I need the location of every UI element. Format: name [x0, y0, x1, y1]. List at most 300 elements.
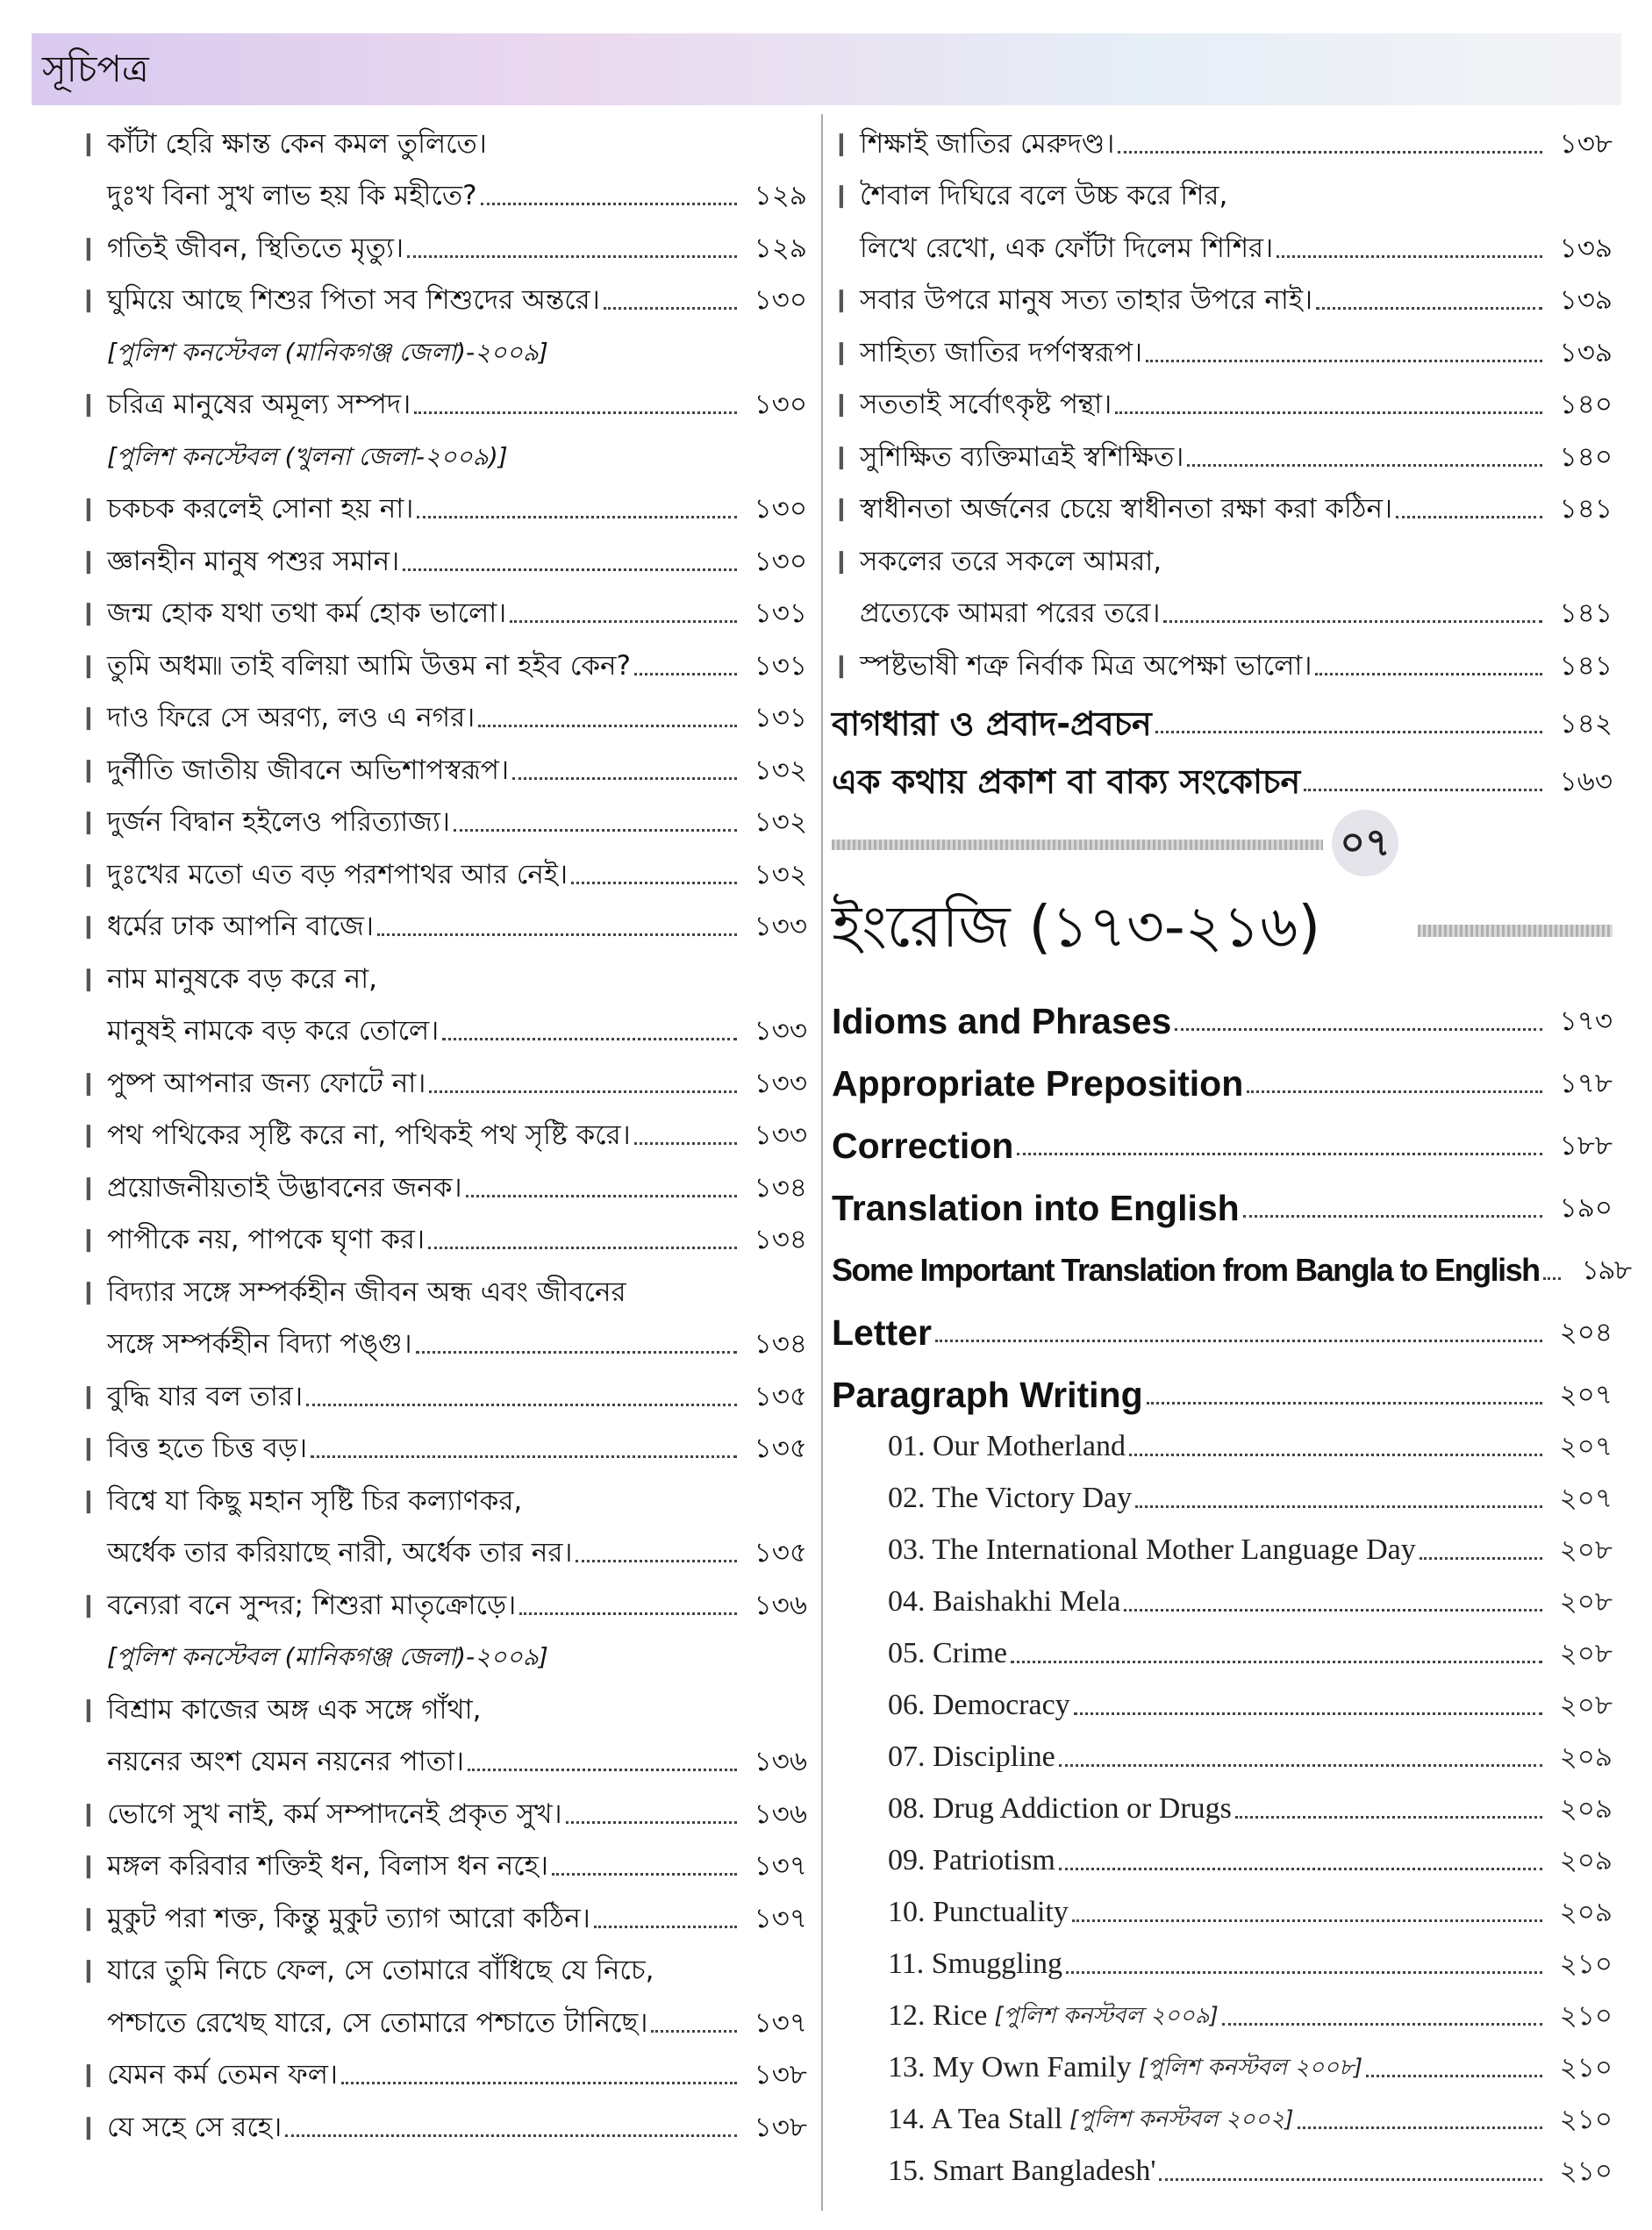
toc-entry[interactable]: [79, 1471, 807, 1576]
entry-text: মুকুট পরা শক্ত, কিন্তু মুকুট ত্যাগ আরো কঠিন।: [107, 1902, 590, 1934]
bullet-icon: ❙: [79, 1487, 98, 1514]
dot-leader: [1159, 2177, 1542, 2181]
toc-line: [79, 1941, 807, 1994]
english-section[interactable]: [832, 1106, 1613, 1169]
paragraph-title: 06. Democracy: [888, 1688, 1070, 1721]
page-number: ২১০: [1559, 1999, 1613, 2032]
toc-entry[interactable]: [79, 1106, 807, 1159]
dot-leader: [1316, 306, 1542, 310]
toc-line: [832, 480, 1613, 532]
page-number: ১৩৫: [754, 1433, 807, 1464]
entry-text: যেমন কর্ম তেমন ফল।: [107, 2059, 339, 2091]
toc-entry[interactable]: [79, 1784, 807, 1837]
toc-entry[interactable]: [79, 584, 807, 637]
toc-entry[interactable]: [79, 1211, 807, 1263]
bullet-icon: ❙: [79, 1905, 98, 1932]
toc-entry[interactable]: [79, 636, 807, 689]
section-line: [832, 1355, 1613, 1418]
toc-entry[interactable]: [832, 375, 1613, 428]
section-line: [832, 982, 1613, 1044]
bullet-icon: ❙: [79, 234, 98, 261]
paragraph-title: 07. Discipline: [888, 1740, 1055, 1773]
page-number: ২০৯: [1559, 1844, 1613, 1876]
entry-text: দাও ফিরে সে অরণ্য, লও এ নগর।: [107, 702, 476, 733]
toc-entry[interactable]: [79, 689, 807, 741]
dot-leader: [1066, 1970, 1542, 1974]
page-number: ১২৯: [754, 232, 807, 264]
right-column: [832, 114, 1631, 2194]
paragraph-list: [832, 1418, 1613, 2194]
section-number-badge: ০৭: [1332, 810, 1398, 876]
entry-text: ঘুমিয়ে আছে শিশুর পিতা সব শিশুদের অন্তরে।: [107, 284, 600, 316]
entry-text: পুষ্প আপনার জন্য ফোটে না।: [107, 1067, 426, 1099]
page-number: ১৩৩: [754, 1015, 807, 1047]
section-title: Letter: [832, 1312, 932, 1353]
paragraph-item[interactable]: [832, 1418, 1613, 1469]
dot-leader: [571, 881, 737, 884]
bullet-icon: ❙: [832, 443, 851, 470]
toc-note-line: [79, 323, 807, 375]
section-line: [832, 1231, 1631, 1293]
bangla-section[interactable]: [832, 747, 1613, 804]
bullet-icon: ❙: [79, 1122, 98, 1148]
toc-entry[interactable]: [79, 793, 807, 846]
toc-entry[interactable]: [79, 1837, 807, 1890]
page-number: ১৩৯: [1559, 336, 1613, 368]
page-number: ১৯৮: [1581, 1254, 1631, 1286]
toc-entry[interactable]: [832, 636, 1613, 689]
english-section[interactable]: [832, 1293, 1613, 1355]
paragraph-line: [832, 2091, 1613, 2142]
toc-entry[interactable]: [79, 375, 807, 480]
dot-leader: [414, 411, 737, 414]
entry-text: পথ পথিকের সৃষ্টি করে না, পথিকই পথ সৃষ্টি করে।: [107, 1119, 631, 1151]
page-number: ২০৮: [1559, 1689, 1613, 1721]
english-sections: [832, 982, 1631, 1418]
paragraph-item[interactable]: [832, 1573, 1613, 1625]
toc-line: [79, 793, 807, 846]
page-title: সূচিপত্র: [42, 47, 149, 90]
toc-line: [79, 1106, 807, 1159]
entry-text: নয়নের অংশ যেমন নয়নের পাতা।: [107, 1746, 465, 1777]
bullet-icon: ❙: [79, 1226, 98, 1253]
paragraph-item[interactable]: [832, 1521, 1613, 1573]
exam-note: [পুলিশ কনস্টেবল (মানিকগঞ্জ জেলা)-২০০৯]: [107, 337, 548, 367]
bullet-icon: ❙: [79, 1174, 98, 1201]
toc-entry[interactable]: [79, 1419, 807, 1472]
paragraph-title: 12. Rice: [888, 1998, 988, 2032]
paragraph-item[interactable]: [832, 1469, 1613, 1521]
paragraph-item[interactable]: [832, 2142, 1613, 2194]
toc-line: [79, 2098, 807, 2150]
toc-line: [79, 1576, 807, 1628]
paragraph-item[interactable]: [832, 1935, 1613, 1987]
section-line: [832, 1106, 1613, 1169]
page-number: ১৩১: [754, 597, 807, 629]
toc-line: [79, 1524, 807, 1576]
dot-leader: [311, 1455, 737, 1458]
dot-leader: [1074, 1712, 1542, 1715]
english-section[interactable]: [832, 1231, 1631, 1293]
toc-line: [832, 532, 1613, 584]
section-heading: ইংরেজি (১৭৩-২১৬): [832, 892, 1321, 961]
dot-leader: [1247, 1090, 1542, 1093]
exam-note: [পুলিশ কনস্টবল ২০০২]: [1069, 2105, 1294, 2133]
toc-line: [832, 167, 1613, 219]
page-number: ১৩৬: [754, 1589, 807, 1621]
paragraph-line: [832, 1469, 1613, 1521]
paragraph-line: [832, 1418, 1613, 1469]
paragraph-item[interactable]: [832, 2039, 1613, 2091]
bullet-icon: ❙: [79, 1696, 98, 1723]
dot-leader: [454, 828, 737, 832]
page-number: ১৬৩: [1559, 765, 1613, 797]
entry-text: চরিত্র মানুষের অমূল্য সম্পদ।: [107, 389, 411, 420]
toc-entry[interactable]: [79, 949, 807, 1054]
toc-entry[interactable]: [832, 114, 1613, 167]
section-heading-stripe: [1418, 925, 1613, 937]
bullet-icon: ❙: [79, 1383, 98, 1410]
toc-entry[interactable]: [79, 271, 807, 375]
page-number: ১৪১: [1559, 597, 1613, 629]
bullet-icon: ❙: [79, 704, 98, 731]
toc-entry[interactable]: [79, 114, 807, 218]
toc-line: [79, 949, 807, 1002]
toc-entry[interactable]: [79, 1889, 807, 1941]
section-line: [832, 1169, 1613, 1231]
toc-entry[interactable]: [832, 532, 1613, 636]
toc-entry[interactable]: [832, 323, 1613, 375]
dot-leader: [306, 1403, 737, 1406]
dot-leader: [1187, 463, 1542, 467]
dot-leader: [285, 2134, 737, 2137]
page-number: ১৩৭: [754, 1902, 807, 1934]
bangla-section[interactable]: [832, 689, 1613, 747]
toc-entry[interactable]: [79, 1576, 807, 1680]
entry-text: কাঁটা হেরি ক্ষান্ত কেন কমল তুলিতে।: [107, 127, 487, 160]
page-number: ১৩২: [754, 858, 807, 890]
page-number: ১৩৮: [1559, 127, 1613, 160]
section-title: Correction: [832, 1125, 1014, 1166]
bullet-icon: ❙: [79, 652, 98, 679]
section-title: বাগধারা ও প্রবাদ-প্রবচন: [832, 704, 1152, 743]
paragraph-line: [832, 1883, 1613, 1935]
toc-line: [79, 845, 807, 897]
page-number: ১৩৭: [754, 2006, 807, 2039]
dot-leader: [1155, 730, 1542, 733]
paragraph-title: 13. My Own Family: [888, 2050, 1132, 2083]
page-number: ১৮৮: [1559, 1129, 1613, 1161]
toc-line: [79, 1211, 807, 1263]
entry-text: অর্ধেক তার করিয়াছে নারী, অর্ধেক তার নর।: [107, 1537, 573, 1569]
bullet-icon: ❙: [79, 600, 98, 626]
paragraph-line: [832, 2039, 1613, 2091]
toc-entry[interactable]: [79, 897, 807, 950]
paragraph-title: 04. Baishakhi Mela: [888, 1584, 1121, 1618]
section-stripe: [832, 840, 1323, 850]
entry-text: বিশ্বে যা কিছু মহান সৃষ্টি চির কল্যাণকর,: [107, 1484, 523, 1517]
english-section[interactable]: [832, 1169, 1613, 1231]
toc-entry[interactable]: [79, 1262, 807, 1367]
page-number: ২০৮: [1559, 1533, 1613, 1566]
toc-note-line: [79, 427, 807, 480]
section-divider: [832, 810, 1613, 876]
dot-leader: [935, 1339, 1542, 1342]
toc-line: [79, 1315, 807, 1368]
toc-line: [79, 1419, 807, 1472]
page-number: ১৩৩: [754, 1067, 807, 1099]
toc-entry[interactable]: [79, 1054, 807, 1106]
english-section[interactable]: [832, 1355, 1613, 1418]
bullet-icon: ❙: [832, 130, 851, 157]
bullet-icon: ❙: [79, 1957, 98, 1983]
entry-text: সুশিক্ষিত ব্যক্তিমাত্রই স্বশিক্ষিত।: [860, 440, 1184, 473]
page-number: ১৩২: [754, 754, 807, 786]
page-number: ১৩৮: [754, 2111, 807, 2143]
entry-text: দুর্নীতি জাতীয় জীবনে অভিশাপস্বরূপ।: [107, 754, 510, 786]
toc-entry[interactable]: [79, 532, 807, 584]
section-heading-row: [832, 876, 1613, 982]
toc-entry[interactable]: [79, 2098, 807, 2150]
page-number: ২০৮: [1559, 1637, 1613, 1669]
entry-text: স্পষ্টভাষী শত্রু নির্বাক মিত্র অপেক্ষা ভালো।: [860, 649, 1312, 682]
dot-leader: [594, 1925, 737, 1928]
toc-entry[interactable]: [832, 427, 1613, 480]
bullet-icon: ❙: [79, 1853, 98, 1879]
exam-note: [পুলিশ কনস্টবল ২০০৮]: [1138, 2054, 1363, 2081]
page-number: ১৩৬: [754, 1746, 807, 1777]
toc-line: [79, 1158, 807, 1211]
section-line: [832, 747, 1613, 804]
dot-leader: [1059, 1867, 1542, 1870]
page-number: ১৩৩: [754, 911, 807, 942]
page-number: ১২৯: [754, 180, 807, 211]
page-number: ১৩৯: [1559, 284, 1613, 316]
entry-text: গতিই জীবন, স্থিতিতে মৃত্যু।: [107, 232, 404, 264]
dot-leader: [1129, 1453, 1542, 1456]
dot-leader: [377, 933, 737, 936]
page-number: ২০৭: [1559, 1430, 1613, 1462]
page-number: ১৩৬: [754, 1798, 807, 1830]
paragraph-item[interactable]: [832, 1625, 1613, 1676]
toc-line: [79, 636, 807, 689]
dot-leader: [403, 568, 737, 571]
paragraph-item[interactable]: [832, 2091, 1613, 2142]
dot-leader: [634, 672, 737, 675]
dot-leader: [478, 724, 737, 727]
bullet-icon: ❙: [79, 496, 98, 522]
toc-entry[interactable]: [832, 167, 1613, 271]
dot-leader: [1235, 1815, 1542, 1819]
bullet-icon: ❙: [79, 1069, 98, 1097]
page-number: ১৩৫: [754, 1537, 807, 1569]
page-number: ১৪১: [1559, 649, 1613, 682]
paragraph-title: 03. The International Mother Language Day: [888, 1533, 1416, 1566]
page-number: ১৩৫: [754, 1380, 807, 1412]
toc-entry[interactable]: [79, 1941, 807, 2046]
right-entries: [832, 114, 1613, 689]
bullet-icon: ❙: [79, 913, 98, 940]
entry-text: মানুষই নামকে বড় করে তোলে।: [107, 1015, 440, 1047]
paragraph-item[interactable]: [832, 1676, 1613, 1728]
section-title: Idioms and Phrases: [832, 1000, 1172, 1041]
dot-leader: [416, 1350, 737, 1354]
entry-text: যে সহে সে রহে।: [107, 2111, 282, 2143]
dot-leader: [1304, 788, 1542, 791]
section-line: [832, 1293, 1613, 1355]
entry-text: তুমি অধম৷৷ তাই বলিয়া আমি উত্তম না হইব কেন?: [107, 649, 632, 682]
dot-leader: [417, 515, 737, 518]
page-number: ১৭৩: [1559, 1004, 1613, 1037]
toc-entry[interactable]: [79, 845, 807, 897]
toc-line: [79, 375, 807, 428]
paragraph-item[interactable]: [832, 1780, 1613, 1832]
dot-leader: [1059, 1763, 1542, 1767]
page-number: ১৩৯: [1559, 232, 1613, 264]
dot-leader: [1118, 150, 1542, 154]
dot-leader: [1243, 1214, 1542, 1218]
dot-leader: [510, 619, 737, 623]
entry-text: নাম মানুষকে বড় করে না,: [107, 962, 377, 995]
page-number: ১৩০: [754, 493, 807, 525]
dot-leader: [1011, 1660, 1542, 1663]
entry-text: দুঃখ বিনা সুখ লাভ হয় কি মহীতে?: [107, 180, 477, 211]
dot-leader: [651, 2029, 737, 2033]
dot-leader: [341, 2081, 737, 2084]
toc-line: [79, 584, 807, 637]
entry-text: চকচক করলেই সোনা হয় না।: [107, 493, 414, 525]
paragraph-line: [832, 1780, 1613, 1832]
page-number: ১৩১: [754, 702, 807, 733]
toc-line: [832, 323, 1613, 375]
toc-entry[interactable]: [79, 218, 807, 271]
page-number: ১৪১: [1559, 493, 1613, 525]
bullet-icon: ❙: [79, 861, 98, 888]
bullet-icon: ❙: [79, 2062, 98, 2088]
page-number: ১৩১: [754, 649, 807, 682]
section-line: [832, 689, 1613, 747]
entry-text: দুঃখের মতো এত বড় পরশপাথর আর নেই।: [107, 858, 569, 890]
page-number: ১৩৭: [754, 1850, 807, 1882]
dot-leader: [519, 1612, 737, 1615]
section-title: Paragraph Writing: [832, 1374, 1143, 1415]
toc-entry[interactable]: [79, 2046, 807, 2098]
paragraph-line: [832, 2142, 1613, 2194]
bullet-icon: ❙: [832, 339, 851, 366]
section-line: [832, 1044, 1613, 1106]
toc-note-line: [79, 1628, 807, 1681]
dot-leader: [576, 1559, 737, 1562]
entry-text: শিক্ষাই জাতির মেরুদণ্ড।: [860, 127, 1115, 160]
paragraph-item[interactable]: [832, 1728, 1613, 1780]
column-divider: [821, 114, 823, 2211]
entry-text: বন্যেরা বনে সুন্দর; শিশুরা মাতৃক্রোড়ে।: [107, 1589, 517, 1621]
page-number: ১৩০: [754, 545, 807, 577]
page-number: ২১০: [1559, 2051, 1613, 2083]
toc-entry[interactable]: [79, 480, 807, 532]
toc-line: [79, 1993, 807, 2046]
entry-text: সবার উপরে মানুষ সত্য তাহার উপরে নাই।: [860, 284, 1313, 316]
entry-text: সকলের তরে সকলে আমরা,: [860, 545, 1162, 577]
bullet-icon: ❙: [79, 756, 98, 783]
paragraph-item[interactable]: [832, 1883, 1613, 1935]
entry-text: পশ্চাতে রেখেছ যারে, সে তোমারে পশ্চাতে টানিছে।: [107, 2006, 648, 2039]
toc-line: [79, 271, 807, 324]
dot-leader: [1315, 672, 1542, 675]
page-number: ১৭৮: [1559, 1067, 1613, 1099]
paragraph-line: [832, 1625, 1613, 1676]
entry-text: প্রত্যেকে আমরা পরের তরে।: [860, 597, 1161, 629]
page-number: ১৪২: [1559, 707, 1613, 740]
paragraph-title: 14. A Tea Stall: [888, 2102, 1063, 2135]
toc-line: [832, 271, 1613, 324]
entry-text: লিখে রেখো, এক ফোঁটা দিলেম শিশির।: [860, 232, 1274, 264]
toc-entry[interactable]: [79, 1158, 807, 1211]
section-title: Appropriate Preposition: [832, 1062, 1244, 1104]
paragraph-title: 09. Patriotism: [888, 1843, 1055, 1876]
toc-entry[interactable]: [79, 1367, 807, 1419]
dot-leader: [442, 1037, 737, 1040]
dot-leader: [1017, 1152, 1542, 1155]
bangla-sections: [832, 689, 1613, 804]
toc-entry[interactable]: [832, 480, 1613, 532]
bullet-icon: ❙: [79, 130, 98, 157]
dot-leader: [512, 776, 737, 780]
paragraph-line: [832, 1935, 1613, 1987]
page-number: ২০৭: [1559, 1482, 1613, 1514]
entry-text: সততাই সর্বোৎকৃষ্ট পন্থা।: [860, 389, 1112, 420]
toc-line: [79, 740, 807, 793]
toc-line: [832, 218, 1613, 271]
entry-text: প্রয়োজনীয়তাই উদ্ভাবনের জনক।: [107, 1171, 462, 1204]
bullet-icon: ❙: [832, 496, 851, 522]
paragraph-title: 01. Our Motherland: [888, 1429, 1126, 1462]
page-number: ২০৯: [1559, 1896, 1613, 1928]
page-number: ১৩৪: [754, 1328, 807, 1360]
toc-line: [79, 689, 807, 741]
dot-leader: [429, 1090, 737, 1093]
dot-leader: [1147, 1401, 1542, 1404]
paragraph-item[interactable]: [832, 1832, 1613, 1883]
paragraph-item[interactable]: [832, 1987, 1613, 2039]
entry-text: বুদ্ধি যার বল তার।: [107, 1380, 304, 1412]
english-section[interactable]: [832, 982, 1613, 1044]
dot-leader: [1072, 1919, 1542, 1922]
exam-note: [পুলিশ কনস্টেবল (খুলনা জেলা-২০০৯)]: [107, 441, 508, 471]
paragraph-line: [832, 1676, 1613, 1728]
toc-line: [79, 167, 807, 219]
toc-entry[interactable]: [832, 271, 1613, 324]
english-section[interactable]: [832, 1044, 1613, 1106]
bullet-icon: ❙: [832, 182, 851, 209]
paragraph-title: 05. Crime: [888, 1636, 1007, 1669]
dot-leader: [468, 1768, 737, 1771]
entry-text: জ্ঞানহীন মানুষ পশুর সমান।: [107, 545, 400, 577]
toc-entry[interactable]: [79, 740, 807, 793]
entry-text: স্বাধীনতা অর্জনের চেয়ে স্বাধীনতা রক্ষা করা কঠিন।: [860, 493, 1393, 525]
toc-line: [79, 1471, 807, 1524]
page-number: ১৩৪: [754, 1224, 807, 1255]
bullet-icon: ❙: [832, 652, 851, 679]
dot-leader: [481, 202, 737, 205]
left-column: [79, 114, 807, 2150]
page-number: ১৩০: [754, 284, 807, 316]
entry-text: বিশ্রাম কাজের অঙ্গ এক সঙ্গে গাঁথা,: [107, 1693, 482, 1726]
toc-entry[interactable]: [79, 1680, 807, 1784]
toc-line: [79, 1889, 807, 1941]
entry-text: ভোগে সুখ নাই, কর্ম সম্পাদনেই প্রকৃত সুখ।: [107, 1798, 562, 1830]
entry-text: পাপীকে নয়, পাপকে ঘৃণা কর।: [107, 1224, 426, 1255]
